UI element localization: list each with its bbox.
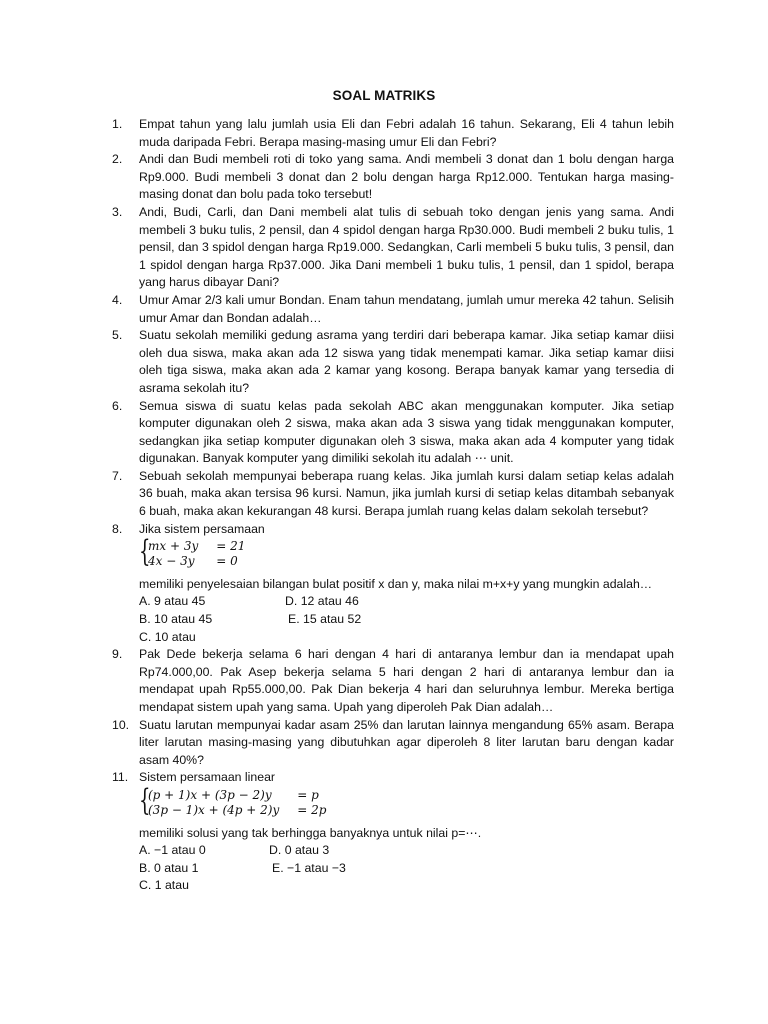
option-d: D. 12 atau 46 xyxy=(285,594,359,609)
question-item xyxy=(112,398,674,468)
left-brace: { xyxy=(139,534,151,570)
answer-options xyxy=(139,842,674,895)
question-text: Suatu sekolah memiliki gedung asrama yang terdiri dari beberapa kamar. Jika setiap kamar diisi oleh dua siswa, maka akan ada 12 siswa yang tidak menempati kamar. Jika setiap kamar diisi oleh tiga siswa, maka akan ada 2 kamar yang kosong. Berapa banyak kamar yang tersedia di asrama sekolah itu? xyxy=(139,328,674,395)
option-c: C. 1 atau xyxy=(139,878,189,893)
document-title: SOAL MATRIKS xyxy=(332,88,436,103)
question-number: 9. xyxy=(112,647,123,662)
equation-lhs: (3p − 1)x + (4p + 2)y xyxy=(148,802,280,817)
equation-rhs: = 2p xyxy=(297,802,327,817)
equation-system xyxy=(139,782,332,818)
question-text: Sebuah sekolah mempunyai beberapa ruang kelas. Jika jumlah kursi dalam setiap kelas adalah 36 buah, maka akan tersisa 96 kursi. Namun, jika jumlah kursi di setiap kelas ditambah sebanyak 6 buah, maka akan kekurangan 48 kursi. Berapa jumlah ruang kelas dalam sekolah tersebut? xyxy=(139,468,674,519)
question-item xyxy=(112,292,674,327)
question-item xyxy=(112,327,674,397)
question-text: Andi, Budi, Carli, dan Dani membeli alat tulis di sebuah toko dengan jenis yang sama. Andi membeli 3 buku tulis, 2 pensil, dan 4 spidol dengan harga Rp30.000. Budi membeli 2 buku tulis, 1 pensil, dan 3 spidol dengan harga Rp19.000. Sedangkan, Carli membeli 5 buku tulis, 3 pensil, dan 1 spidol dengan harga Rp37.000. Jika Dani membeli 1 buku tulis, 1 pensil, dan 1 spidol, berapa yang harus dibayar Dani? xyxy=(139,204,674,290)
question-number: 4. xyxy=(112,292,123,307)
question-item xyxy=(112,646,674,716)
question-item xyxy=(112,769,674,895)
question-item xyxy=(112,204,674,292)
question-intro: Jika sistem persamaan xyxy=(139,521,265,536)
equation-system xyxy=(139,534,251,570)
question-number: 11. xyxy=(112,770,129,785)
question-number: 3. xyxy=(112,204,123,219)
option-a: A. 9 atau 45 xyxy=(139,594,206,609)
option-c: C. 10 atau xyxy=(139,629,196,644)
question-text: Empat tahun yang lalu jumlah usia Eli dan Febri adalah 16 tahun. Sekarang, Eli 4 tahun lebih muda daripada Febri. Berapa masing-masing umur Eli dan Febri? xyxy=(139,117,674,149)
question-number: 1. xyxy=(112,117,123,131)
question-item xyxy=(112,151,674,204)
question-number: 10. xyxy=(112,717,130,732)
option-b: B. 10 atau 45 xyxy=(139,612,213,627)
question-number: 2. xyxy=(112,152,123,167)
question-text: memiliki solusi yang tak berhingga banyaknya untuk nilai p=⋯. xyxy=(139,825,482,840)
question-item xyxy=(112,116,674,151)
question-text: Pak Dede bekerja selama 6 hari dengan 4 hari di antaranya lembur dan ia mendapat upah Rp74.000,00. Pak Asep bekerja selama 5 hari dengan 2 hari di antaranya lembur dan ia mendapat upah Rp55.000,00. Pak Dian bekerja 4 hari dan seluruhnya lembur. Mereka bertiga mendapat sistem upah yang sama. Upah yang diperoleh Pak Dian adalah… xyxy=(139,647,674,714)
question-item xyxy=(112,717,674,770)
question-item xyxy=(112,521,674,647)
option-e: E. −1 atau −3 xyxy=(272,860,346,875)
question-number: 6. xyxy=(112,398,123,413)
question-text: Suatu larutan mempunyai kadar asam 25% dan larutan lainnya mengandung 65% asam. Berapa liter larutan masing-masing yang dibutuhkan agar diperoleh 8 liter larutan baru dengan kadar asam 40%? xyxy=(139,717,674,767)
question-text: Semua siswa di suatu kelas pada sekolah ABC akan menggunakan komputer. Jika setiap komputer digunakan oleh 2 siswa, maka akan ada 3 siswa yang tidak menggunakan komputer, sedangkan jika setiap komputer digunakan oleh 3 siswa, maka akan ada 4 komputer yang tidak digunakan. Banyak komputer yang dimiliki sekolah itu adalah ⋯ unit. xyxy=(139,398,674,466)
question-number: 5. xyxy=(112,328,123,343)
option-d: D. 0 atau 3 xyxy=(269,843,330,858)
answer-options xyxy=(139,593,674,646)
question-text: memiliki penyelesaian bilangan bulat positif x dan y, maka nilai m+x+y yang mungkin adalah… xyxy=(139,576,653,591)
question-intro: Sistem persamaan linear xyxy=(139,770,276,785)
equation-rhs: = 21 xyxy=(216,539,246,554)
question-text: Andi dan Budi membeli roti di toko yang sama. Andi membeli 3 donat dan 1 bolu dengan harga Rp9.000. Budi membeli 3 donat dan 2 bolu dengan harga Rp12.000. Tentukan harga masing-masing donat dan bolu pada toko tersebut! xyxy=(139,152,674,202)
option-b: B. 0 atau 1 xyxy=(139,860,199,875)
option-e: E. 15 atau 52 xyxy=(288,612,362,627)
question-item xyxy=(112,468,674,521)
question-number: 7. xyxy=(112,468,123,483)
equation-rhs: = 0 xyxy=(216,554,238,569)
option-a: A. −1 atau 0 xyxy=(139,843,206,858)
equation-lhs: mx + 3y xyxy=(148,539,199,554)
equation-lhs: 4x − 3y xyxy=(148,554,195,569)
equation-rhs: = p xyxy=(297,787,319,802)
question-number: 8. xyxy=(112,521,123,536)
question-text: Umur Amar 2/3 kali umur Bondan. Enam tahun mendatang, jumlah umur mereka 42 tahun. Selisih umur Amar dan Bondan adalah… xyxy=(139,292,674,325)
equation-lhs: (p + 1)x + (3p − 2)y xyxy=(148,787,272,802)
left-brace: { xyxy=(139,782,151,818)
question-list xyxy=(112,116,674,895)
